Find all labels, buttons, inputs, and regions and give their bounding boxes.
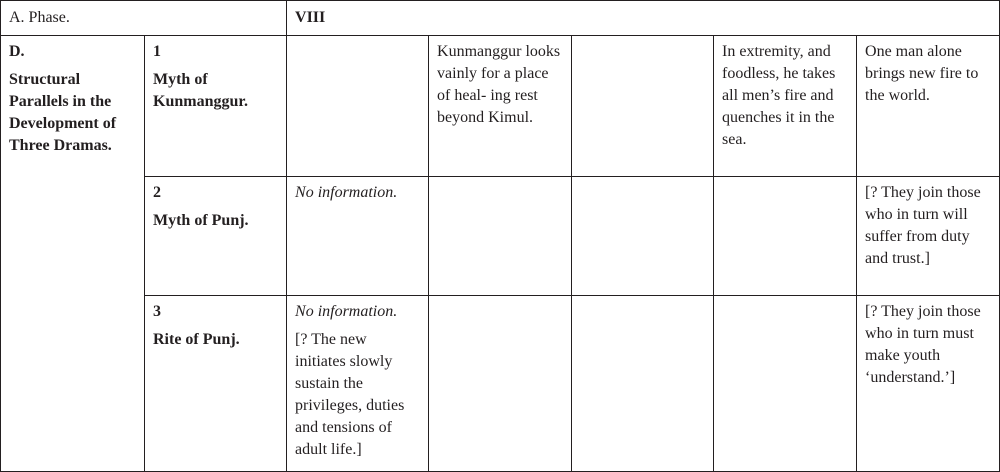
row-name: Rite of Punj. — [153, 331, 240, 348]
cell-text: In extremity, and foodless, he takes all men’s fire and quenches it in the sea. — [722, 43, 836, 148]
phase-value-cell — [287, 1, 1000, 36]
table-cell — [572, 36, 714, 177]
table-cell — [857, 296, 1000, 472]
table-cell — [287, 177, 429, 296]
table-cell — [857, 177, 1000, 296]
table-cell — [287, 296, 429, 472]
table-row — [1, 36, 1000, 177]
row-number: 1 — [153, 43, 161, 60]
row-number: 2 — [153, 184, 161, 201]
row-name: Myth of Punj. — [153, 212, 249, 229]
table-cell — [572, 177, 714, 296]
row-label-cell — [145, 177, 287, 296]
cell-text: No information. — [295, 303, 398, 320]
row-label-cell — [145, 296, 287, 472]
section-title: Structural Parallels in the Development of Three Dramas. — [9, 71, 117, 154]
row-label-cell — [145, 36, 287, 177]
phase-label-cell — [1, 1, 287, 36]
table-cell — [714, 36, 857, 177]
row-number: 3 — [153, 303, 161, 320]
phase-row — [1, 1, 1000, 36]
table-cell — [857, 36, 1000, 177]
table-cell — [287, 36, 429, 177]
table-row — [1, 296, 1000, 472]
phase-value: VIII — [295, 9, 326, 26]
table-cell — [714, 177, 857, 296]
table-cell — [429, 177, 572, 296]
phase-label: A. Phase. — [9, 9, 70, 26]
table-cell — [572, 296, 714, 472]
table-cell — [714, 296, 857, 472]
row-name: Myth of Kunmanggur. — [153, 71, 248, 110]
cell-text: Kunmanggur looks vainly for a place of heal- ing rest beyond Kimul. — [437, 43, 561, 126]
section-letter: D. — [9, 43, 25, 60]
section-cell — [1, 36, 145, 472]
cell-text: [? They join those who in turn must make youth ‘understand.’] — [865, 303, 981, 386]
cell-text: [? They join those who in turn will suffer from duty and trust.] — [865, 184, 981, 267]
table-row — [1, 177, 1000, 296]
table-cell — [429, 296, 572, 472]
table-cell — [429, 36, 572, 177]
cell-note: [? The new initiates slowly sustain the privileges, duties and tensions of adult life.] — [295, 331, 405, 458]
cell-text: One man alone brings new fire to the world. — [865, 43, 979, 104]
cell-text: No information. — [295, 184, 398, 201]
